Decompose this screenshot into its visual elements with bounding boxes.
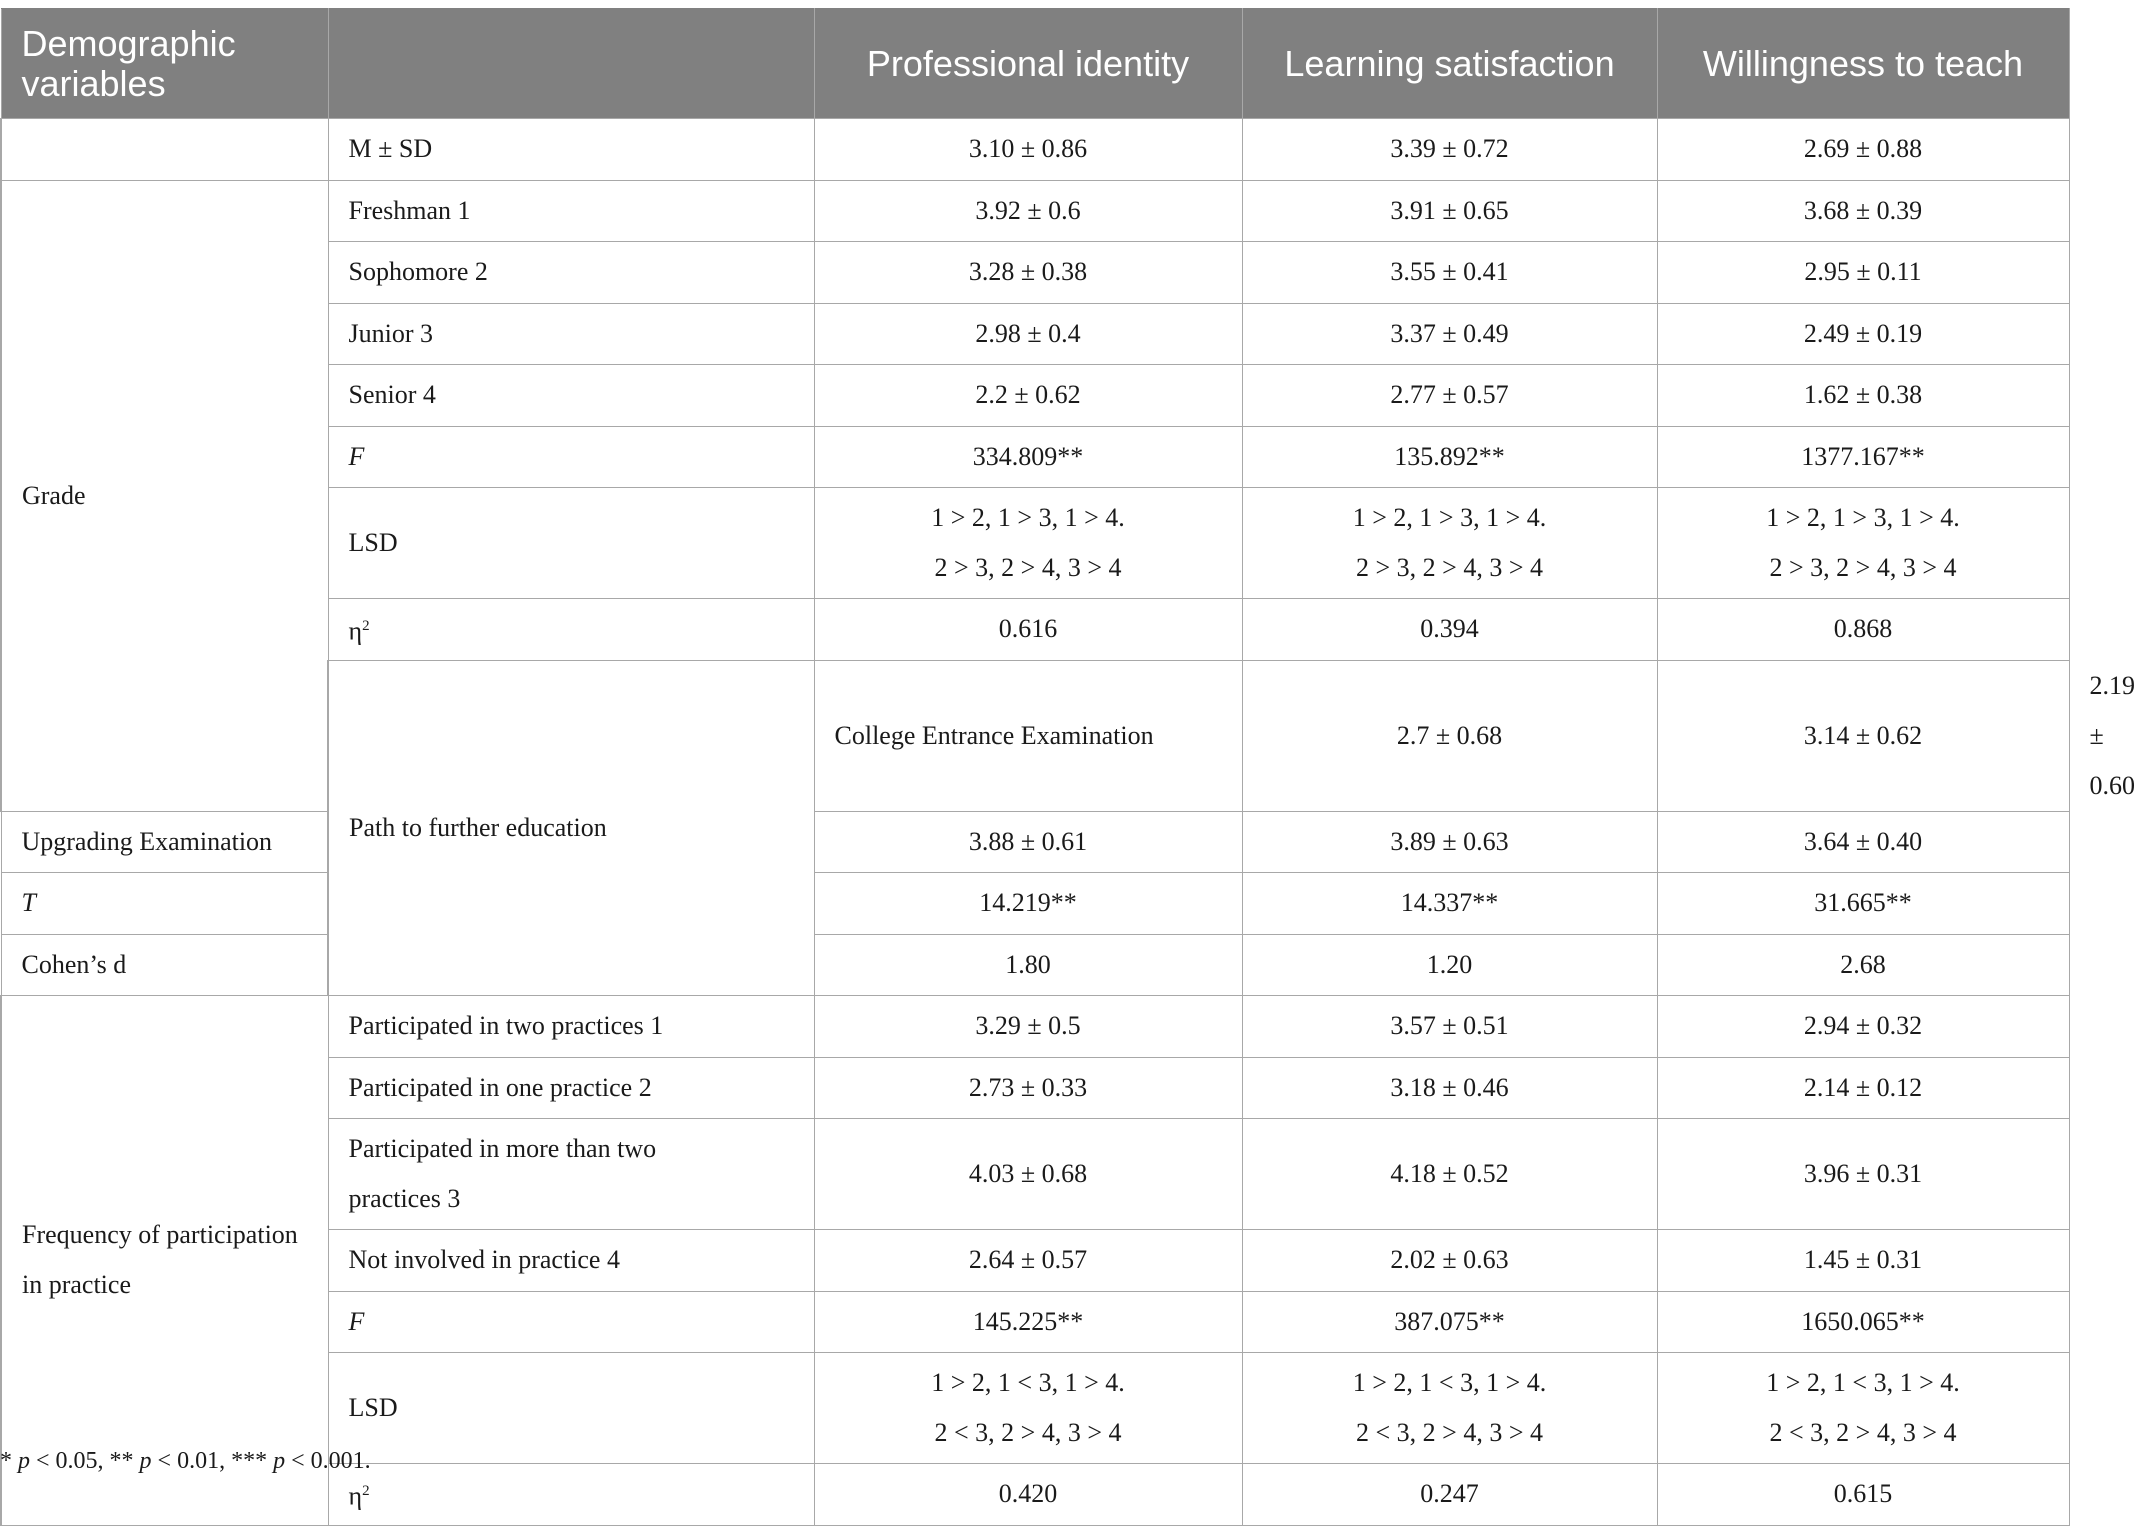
table-footnote [0,1448,371,1475]
table-row [1,873,2069,935]
row-label-eta-squared [328,599,814,661]
lsd-line-2: 2 < 3, 2 > 4, 3 > 4 [934,1418,1122,1447]
cell-value: 1.20 [1242,934,1657,996]
cell-value: 2.95 ± 0.11 [1657,242,2069,304]
row-label-lsd: LSD [328,1353,814,1464]
cell-value: 3.89 ± 0.63 [1242,811,1657,873]
row-label: Sophomore 2 [328,242,814,304]
table-row [1,934,2069,996]
row-label: Participated in two practices 1 [328,996,814,1058]
cell-value: 2.02 ± 0.63 [1242,1230,1657,1292]
cell-value: 3.55 ± 0.41 [1242,242,1657,304]
cell-value: 2.68 [1657,934,2069,996]
cell-value [1242,1353,1657,1464]
cell-value: 3.57 ± 0.51 [1242,996,1657,1058]
table-row [1,811,2069,873]
row-label: College Entrance Examination [814,660,1242,811]
cell-value: 0.394 [1242,599,1657,661]
cell-value: 135.892** [1242,426,1657,488]
cell-value: 4.03 ± 0.68 [814,1119,1242,1230]
cell-value: 1.80 [814,934,1242,996]
cell-value: 3.10 ± 0.86 [814,119,1242,181]
cell-value: 2.69 ± 0.88 [1657,119,2069,181]
table-row [1,996,2069,1058]
cell-value: 14.219** [814,873,1242,935]
cell-value: 0.616 [814,599,1242,661]
cell-value: 145.225** [814,1291,1242,1353]
row-label-line-2: practices 3 [348,1184,461,1213]
row-label: Not involved in practice 4 [328,1230,814,1292]
row-label-lsd: LSD [328,488,814,599]
empty-cell [1,119,328,181]
row-label: Senior 4 [328,365,814,427]
cell-value: 3.96 ± 0.31 [1657,1119,2069,1230]
group-label-grade: Grade [1,180,328,811]
cell-value: 3.37 ± 0.49 [1242,303,1657,365]
cell-value: 3.28 ± 0.38 [814,242,1242,304]
lsd-line-2: 2 < 3, 2 > 4, 3 > 4 [1769,1418,1957,1447]
row-label: Junior 3 [328,303,814,365]
cell-value: 2.73 ± 0.33 [814,1057,1242,1119]
cell-value: 0.615 [1657,1464,2069,1526]
row-label-line-1: Participated in more than two [348,1134,657,1163]
eta-symbol: η [348,617,363,647]
cell-value: 2.94 ± 0.32 [1657,996,2069,1058]
cell-value: 3.14 ± 0.62 [1657,660,2069,811]
row-label [328,1119,814,1230]
cell-value: 3.29 ± 0.5 [814,996,1242,1058]
cell-value: 1377.167** [1657,426,2069,488]
footnote-p: p [273,1448,286,1474]
cell-value: 0.420 [814,1464,1242,1526]
table-row [1,180,2069,242]
results-table [0,8,2135,1526]
cell-value: 2.49 ± 0.19 [1657,303,2069,365]
cell-value [814,488,1242,599]
cell-value: 3.18 ± 0.46 [1242,1057,1657,1119]
lsd-line-1: 1 > 2, 1 > 3, 1 > 4. [1352,503,1547,532]
lsd-line-2: 2 > 3, 2 > 4, 3 > 4 [934,553,1122,582]
cell-value [1242,488,1657,599]
cell-value: 2.14 ± 0.12 [1657,1057,2069,1119]
footnote-p: p [139,1448,152,1474]
cell-value: 2.2 ± 0.62 [814,365,1242,427]
cell-value: 2.64 ± 0.57 [814,1230,1242,1292]
lsd-line-1: 1 > 2, 1 < 3, 1 > 4. [1766,1368,1960,1397]
footnote-part: < 0.01, *** [151,1448,274,1474]
cell-value: 3.91 ± 0.65 [1242,180,1657,242]
header-demographic-variables: Demographic variables [1,9,328,119]
footnote-part: < 0.001. [285,1448,371,1474]
row-label: M ± SD [328,119,814,181]
row-label: Upgrading Examination [1,811,328,873]
lsd-line-1: 1 > 2, 1 < 3, 1 > 4. [931,1368,1125,1397]
cell-value: 4.18 ± 0.52 [1242,1119,1657,1230]
footnote-part: * [0,1448,18,1474]
cell-value: 2.98 ± 0.4 [814,303,1242,365]
cell-value: 3.92 ± 0.6 [814,180,1242,242]
row-label-f-statistic: F [328,426,814,488]
lsd-line-1: 1 > 2, 1 > 3, 1 > 4. [931,503,1125,532]
lsd-line-1: 1 > 2, 1 > 3, 1 > 4. [1766,503,1960,532]
row-label-cohens-d: Cohen’s d [1,934,328,996]
cell-value: 3.68 ± 0.39 [1657,180,2069,242]
cell-value: 1650.065** [1657,1291,2069,1353]
row-label: Freshman 1 [328,180,814,242]
cell-value: 0.868 [1657,599,2069,661]
eta-superscript: 2 [362,618,370,635]
table-row [1,119,2069,181]
header-learning-satisfaction: Learning satisfaction [1242,9,1657,119]
cell-value: 1.45 ± 0.31 [1657,1230,2069,1292]
header-row [1,9,2069,119]
lsd-line-2: 2 > 3, 2 > 4, 3 > 4 [1356,553,1543,582]
row-label-f-statistic: F [328,1291,814,1353]
cell-value: 0.247 [1242,1464,1657,1526]
cell-value: 3.88 ± 0.61 [814,811,1242,873]
group-label-path: Path to further education [328,660,814,996]
cell-value: 3.39 ± 0.72 [1242,119,1657,181]
table-row: Path to further education College Entrance Examination 2.7 ± 0.68 3.14 ± 0.62 2.19 ± 0.60 [1,660,2069,811]
cell-value [1657,1353,2069,1464]
lsd-line-1: 1 > 2, 1 < 3, 1 > 4. [1352,1368,1547,1397]
cell-value [1657,488,2069,599]
cell-value: 1.62 ± 0.38 [1657,365,2069,427]
header-blank [328,9,814,119]
cell-value: 3.64 ± 0.40 [1657,811,2069,873]
eta-superscript: 2 [362,1483,370,1500]
lsd-line-2: 2 < 3, 2 > 4, 3 > 4 [1356,1418,1543,1447]
cell-value: 14.337** [1242,873,1657,935]
eta-symbol: η [348,1482,363,1512]
group-label-frequency: Frequency of participation in practice [1,996,328,1526]
cell-value: 2.7 ± 0.68 [1242,660,1657,811]
cell-value: 31.665** [1657,873,2069,935]
cell-value [814,1353,1242,1464]
header-professional-identity: Professional identity [814,9,1242,119]
header-willingness-to-teach: Willingness to teach [1657,9,2069,119]
cell-value: 2.77 ± 0.57 [1242,365,1657,427]
footnote-p: p [18,1448,30,1474]
row-label: Participated in one practice 2 [328,1057,814,1119]
cell-value: 334.809** [814,426,1242,488]
footnote-part: < 0.05, ** [30,1448,140,1474]
row-label-eta-squared [328,1464,814,1526]
cell-value: 387.075** [1242,1291,1657,1353]
row-label-t-statistic: T [1,873,328,935]
lsd-line-2: 2 > 3, 2 > 4, 3 > 4 [1769,553,1957,582]
